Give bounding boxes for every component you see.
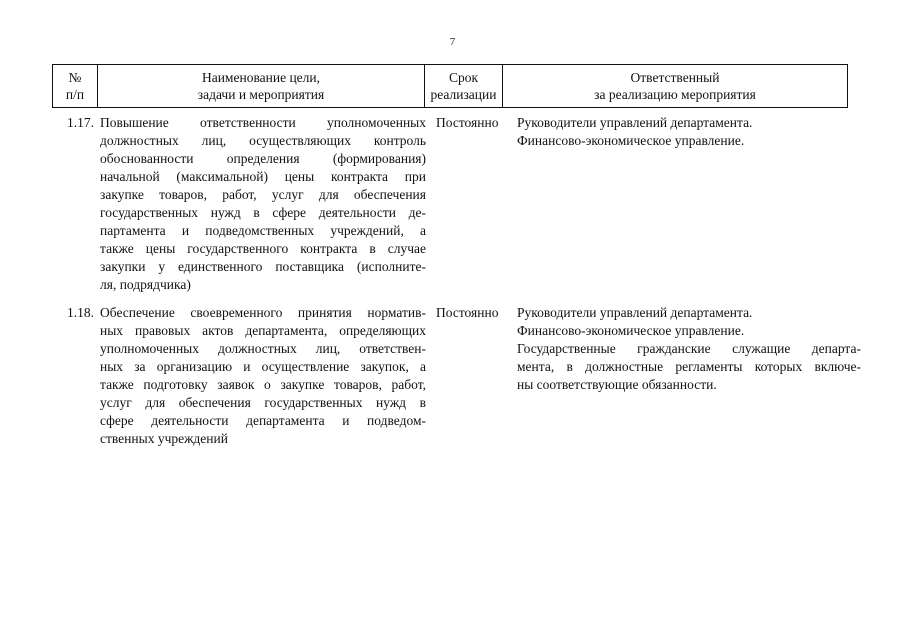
header-responsible-line2: за реализацию мероприятия <box>594 87 756 102</box>
row-name-line: должностных лиц, осуществляющих контроль <box>100 133 426 148</box>
header-number-column <box>53 65 98 108</box>
header-number-line2: п/п <box>65 87 85 102</box>
row-responsible-line: Финансово-экономическое управление. <box>517 323 745 338</box>
row-number: 1.18. <box>67 305 94 320</box>
row-name-line: также цены государственного контракта в случае <box>100 241 426 256</box>
row-name-line: Повышение ответственности уполномоченных <box>100 115 426 130</box>
header-name-column <box>98 65 425 108</box>
row-name-line: обоснованности определения (формирования) <box>100 151 426 166</box>
header-term-line2: реализации <box>430 87 497 102</box>
row-responsible-line: ны соответствующие обязанности. <box>517 377 717 392</box>
row-name-line: уполномоченных должностных лиц, ответствен- <box>100 341 426 356</box>
row-responsible-line: мента, в должностные регламенты которых включе- <box>517 359 861 374</box>
row-name-line: ственных учреждений <box>100 431 228 446</box>
row-responsible <box>517 114 861 150</box>
row-name-line: ля, подрядчика) <box>100 277 191 292</box>
row-name-line: начальной (максимальной) цены контракта при <box>100 169 426 184</box>
row-name-line: услуг для обеспечения государственных нужд в <box>100 395 426 410</box>
header-term-line1: Срок <box>448 70 479 85</box>
header-responsible-line1: Ответственный <box>630 70 720 85</box>
header-term-column <box>425 65 503 108</box>
row-term: Постоянно <box>436 305 499 320</box>
row-number: 1.17. <box>67 115 94 130</box>
row-responsible <box>517 304 861 394</box>
row-name-line: ных за организацию и осуществление закупок, а <box>100 359 426 374</box>
row-name-line: партамента и подведомственных учреждений, а <box>100 223 426 238</box>
row-name-line: закупки у единственного поставщика (исполните- <box>100 259 426 274</box>
row-responsible-line: Руководители управлений департамента. <box>517 305 753 320</box>
row-name-line: также подготовку заявок о закупке товаров, работ, <box>100 377 426 392</box>
row-name-line: ных правовых актов департамента, определяющих <box>100 323 426 338</box>
table-header <box>52 64 848 108</box>
row-term: Постоянно <box>436 115 499 130</box>
row-responsible-line: Руководители управлений департамента. <box>517 115 753 130</box>
row-name <box>100 304 426 448</box>
row-responsible-line: Финансово-экономическое управление. <box>517 133 745 148</box>
header-number-line1: № <box>68 70 82 85</box>
page-number: 7 <box>449 36 456 48</box>
row-name-line: сфере деятельности департамента и подведом- <box>100 413 426 428</box>
header-name-line2: задачи и мероприятия <box>197 87 325 102</box>
row-name-line: Обеспечение своевременного принятия норматив- <box>100 305 426 320</box>
row-responsible-line: Государственные гражданские служащие департа- <box>517 341 861 356</box>
header-responsible-column <box>503 65 848 108</box>
header-name-line1: Наименование цели, <box>201 70 321 85</box>
row-name <box>100 114 426 294</box>
row-name-line: закупке товаров, работ, услуг для обеспечения <box>100 187 426 202</box>
row-name-line: государственных нужд в сфере деятельности де- <box>100 205 426 220</box>
